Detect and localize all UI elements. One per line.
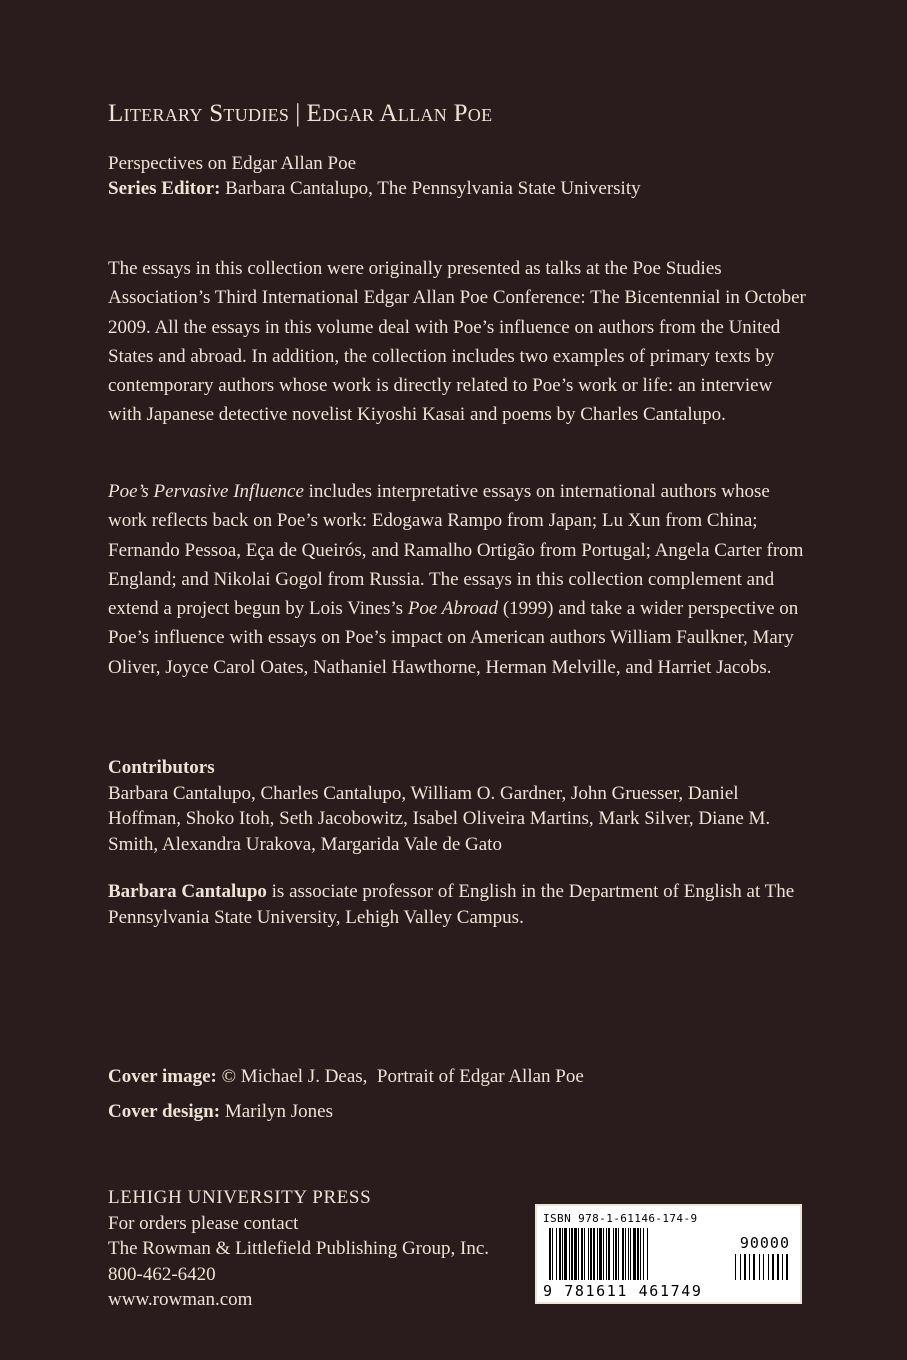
barcode-bar [562,1228,563,1280]
series-name: Perspectives on Edgar Allan Poe [108,153,357,174]
subject-label: Edgar Allan Poe [306,100,493,127]
addon-bar [772,1254,774,1280]
barcode-bar [584,1228,585,1280]
book-title: Poe’s Pervasive Influence [108,481,304,502]
barcode-digits: 9 781611 461749 [543,1282,703,1300]
cover-design-label: Cover design: [108,1101,221,1122]
barcode-bar [569,1228,570,1280]
addon-bar [744,1254,746,1280]
addon-bar [759,1254,760,1280]
barcode-bar [599,1228,602,1280]
series-editor-label: Series Editor: [108,178,221,199]
barcode-bar [590,1228,592,1280]
barcode-bar [625,1228,626,1280]
series-editor [108,176,641,201]
bio-text: is associate professor of English in the Department of English at The Pennsylvania State University, Lehigh Valley Campus. [108,881,795,928]
barcode-bar [581,1228,583,1280]
barcode-bar [549,1228,551,1280]
paragraph-2-text-b: (1999) and take a wider perspective on Poe’s influence with essays on Poe’s impact on American authors William Faulkner, Mary Oliver, Joyce Carol Oates, Nathaniel Hawthorne, Herman Melville, and Harriet Jacobs. [108,598,799,678]
series-heading [108,100,492,128]
distributor-line: The Rowman & Littlefield Publishing Group, Inc. [108,1238,490,1259]
contributors-section [108,755,808,857]
barcode-bar [597,1228,598,1280]
addon-bar [768,1254,769,1280]
publisher-name: LEHIGH UNIVERSITY PRESS [108,1187,372,1208]
isbn-text: ISBN 978-1-61146-174-9 [543,1212,698,1225]
cover-image-label: Cover image: [108,1066,217,1087]
cover-design-value: Marilyn Jones [220,1101,333,1122]
barcode-bar [574,1228,577,1280]
barcode-bar [647,1228,648,1280]
cover-image-value: © Michael J. Deas, Portrait of Edgar Allan Poe [216,1066,584,1087]
series-editor-value: Barbara Cantalupo, The Pennsylvania State University [220,178,641,199]
barcode-bar [571,1228,573,1280]
contributors-heading: Contributors [108,757,215,778]
isbn-barcode [535,1204,802,1304]
cover-design-credit [108,1101,333,1123]
series-info [108,151,641,201]
addon-bar [740,1254,741,1280]
paragraph-2-text-a: includes interpretative essays on international authors whose work reflects back on Poe’s work: Edogawa Rampo from Japan; Lu Xun from China; Fernando Pessoa, Eça de Queirós, and Ramalho Ortigão from Portugal; Angela Carter from England; and Nikolai Gogol from Russia. The essays in this collection complement and extend a project begun by Lois Vines’s [108,481,804,620]
barcode-bar [615,1228,617,1280]
addon-bar [782,1254,783,1280]
addon-bar [777,1254,779,1280]
barcode-bar [593,1228,595,1280]
publisher-website: www.rowman.com [108,1289,253,1310]
barcode-bar [637,1228,639,1280]
barcode-bar [564,1228,567,1280]
barcode-bar [556,1228,557,1280]
referenced-book-title: Poe Abroad [407,598,499,620]
barcode-bar [622,1228,624,1280]
barcode-bar [578,1228,579,1280]
description-paragraph-1: The essays in this collection were originally presented as talks at the Poe Studies Association’s Third International Edgar Allan Poe Conference: The Bicentennial in October 2009. All the essays in this volume deal with Poe’s influence on authors from the United States and abroad. In addition, the collection includes two examples of primary texts by contemporary authors whose work is directly related to Poe’s work or life: an interview with Japanese detective novelist Kiyoshi Kasai and poems by Charles Cantalupo. [108,258,806,426]
barcode-bar [630,1228,631,1280]
addon-bar [753,1254,755,1280]
barcode-bar [618,1228,619,1280]
cover-image-credit [108,1066,584,1088]
barcode-bar [608,1228,610,1280]
bio-name: Barbara Cantalupo [108,881,267,902]
barcode-bar [588,1228,589,1280]
addon-bar [749,1254,750,1280]
orders-line: For orders please contact [108,1212,299,1234]
barcode-bar [559,1228,561,1280]
addon-bar [735,1254,736,1280]
barcode-bar [603,1228,604,1280]
category-label: Literary Studies [108,100,290,127]
barcode-bar [643,1228,644,1280]
heading-separator: | [295,100,301,127]
publisher-phone: 800-462-6420 [108,1263,216,1285]
barcode-bar [606,1228,607,1280]
barcode-bar [552,1228,553,1280]
addon-bar [786,1254,788,1280]
publisher-block [108,1185,489,1313]
barcode-bar [633,1228,636,1280]
price-code: 90000 [739,1234,790,1252]
addon-bar [763,1254,764,1280]
editor-bio [108,879,808,931]
barcode-bar [613,1228,614,1280]
barcode-bar [640,1228,641,1280]
description-paragraph-2 [108,477,808,682]
contributors-list: Barbara Cantalupo, Charles Cantalupo, William O. Gardner, John Gruesser, Daniel Hoffman, Shoko Itoh, Seth Jacobowitz, Isabel Oliveira Martins, Mark Silver, Diane M. Smith, Alexandra Urakova, Margarida Vale de Gato [108,782,771,855]
barcode-bar [628,1228,629,1280]
